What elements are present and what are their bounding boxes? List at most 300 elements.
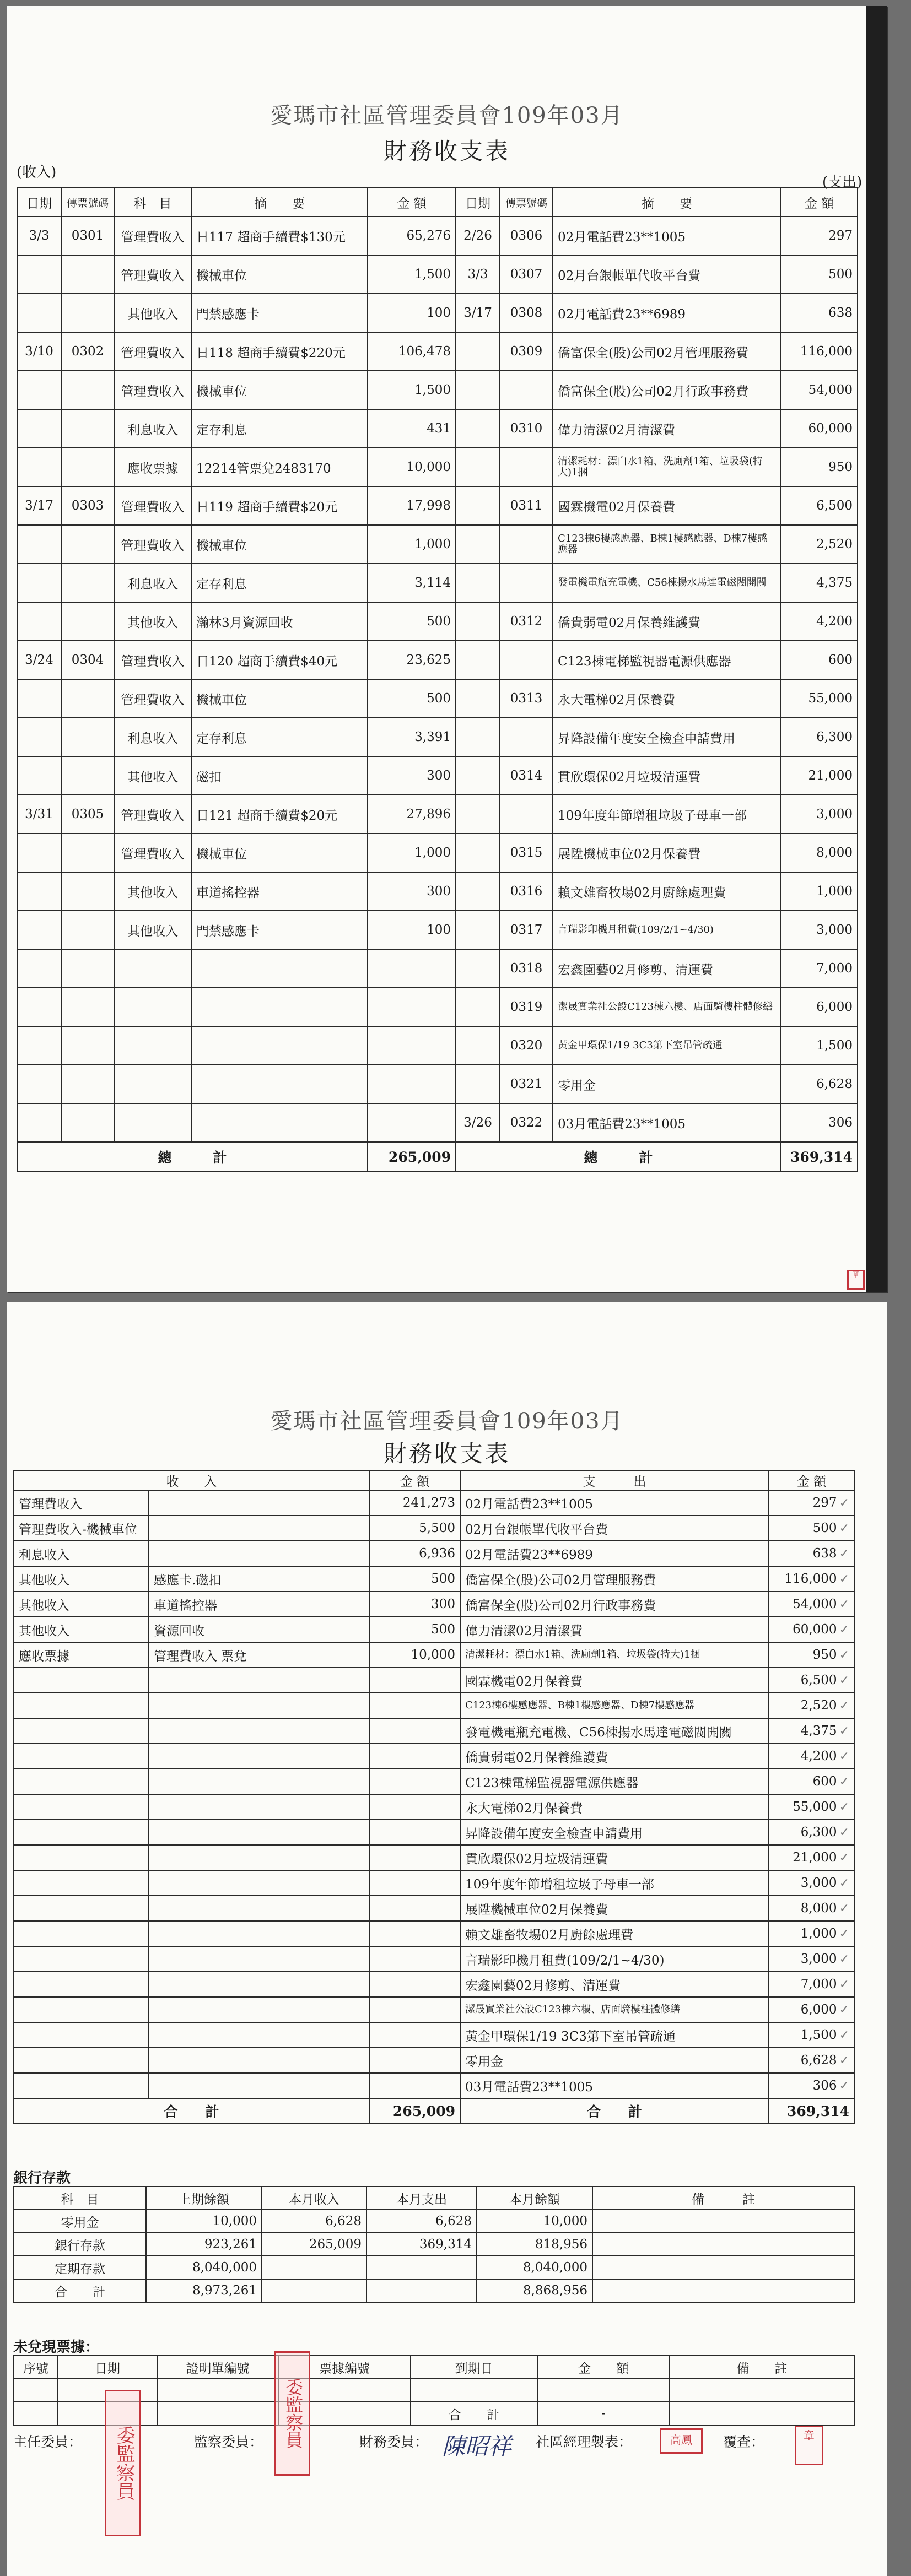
notes-total-value: - [537, 2402, 670, 2425]
expense-date [456, 641, 500, 679]
income-amount: 1,000 [368, 525, 456, 564]
col-account: 科 目 [114, 188, 191, 217]
summary-income-account [14, 1997, 149, 2022]
summary-row [14, 1997, 854, 2022]
expense-desc: 僑富保全(股)公司02月行政事務費 [553, 371, 781, 409]
expense-amount: 60,000 [781, 409, 858, 448]
summary-expense-amount [769, 1566, 854, 1592]
summary-income-detail [149, 1921, 369, 1946]
summary-row [14, 1617, 854, 1642]
summary-income-detail [149, 1820, 369, 1845]
ledger-row [17, 949, 858, 988]
income-account: 管理費收入 [114, 641, 191, 679]
supervisor-seal: 委監察員 [274, 2351, 310, 2476]
income-account: 利息收入 [114, 409, 191, 448]
income-amount: 500 [368, 679, 456, 718]
col-date: 日期 [17, 188, 61, 217]
col-amount: 金 額 [368, 188, 456, 217]
income-voucher: 0301 [61, 217, 114, 255]
expense-date [456, 371, 500, 409]
income-desc: 日117 超商手續費$130元 [191, 217, 368, 255]
income-amount: 3,391 [368, 718, 456, 756]
income-account: 管理費收入 [114, 525, 191, 564]
summary-expense-desc: 03月電話費23**1005 [460, 2073, 769, 2098]
expense-voucher: 0307 [500, 255, 553, 294]
expense-desc: 僑貴弱電02月保養維護費 [553, 602, 781, 641]
summary-income-detail [149, 1972, 369, 1997]
income-amount: 431 [368, 409, 456, 448]
check-mark: ✓ [839, 1775, 849, 1789]
expense-voucher: 0314 [500, 756, 553, 795]
notes-col-head: 到期日 [411, 2356, 537, 2379]
check-mark: ✓ [839, 2079, 849, 2093]
income-account [114, 1065, 191, 1103]
summary-income-account [14, 1718, 149, 1744]
summary-income-amount: 10,000 [369, 1642, 460, 1668]
income-desc: 瀚林3月資源回收 [191, 602, 368, 641]
income-amount: 17,998 [368, 486, 456, 525]
summary-expense-desc: C123棟6樓感應器、B棟1樓感應器、D棟7樓感應器 [460, 1693, 769, 1718]
expense-date [456, 525, 500, 564]
expense-voucher: 0321 [500, 1065, 553, 1103]
income-amount: 10,000 [368, 448, 456, 486]
income-voucher [61, 564, 114, 602]
summary-expense-value: 2,520 [800, 1698, 837, 1713]
notes-col-head: 備 註 [670, 2356, 854, 2379]
summary-income-amount [369, 1769, 460, 1794]
review-seal: 章 [795, 2426, 823, 2465]
summary-income-account [14, 1972, 149, 1997]
bank-header-row [14, 2187, 854, 2210]
check-mark: ✓ [839, 1826, 849, 1839]
summary-income-detail [149, 2073, 369, 2098]
expense-amount: 3,000 [781, 795, 858, 834]
col-voucher: 傳票號碼 [61, 188, 114, 217]
income-voucher [61, 949, 114, 988]
expense-date [456, 679, 500, 718]
expense-amount: 638 [781, 294, 858, 332]
expense-date: 3/3 [456, 255, 500, 294]
summary-income-detail [149, 1718, 369, 1744]
doc-title-2: 財務收支表 [383, 1440, 510, 1467]
summary-income-amount [369, 1972, 460, 1997]
bank-value: 6,628 [366, 2210, 477, 2233]
chair-seal: 委監察員 [105, 2390, 141, 2536]
summary-expense-total-label: 合 計 [460, 2098, 769, 2124]
income-voucher [61, 718, 114, 756]
income-amount: 65,276 [368, 217, 456, 255]
col-desc: 摘 要 [191, 188, 368, 217]
expense-date: 3/17 [456, 294, 500, 332]
check-mark: ✓ [839, 2028, 849, 2042]
summary-expense-value: 638 [812, 1546, 837, 1561]
expense-voucher: 0319 [500, 988, 553, 1026]
bank-value [592, 2233, 854, 2256]
chair-label: 主任委員： [13, 2434, 83, 2450]
expense-desc: C123棟電梯監視器電源供應器 [553, 641, 781, 679]
summary-expense-desc: 言瑞影印機月租費(109/2/1~4/30) [460, 1946, 769, 1972]
expense-date [456, 409, 500, 448]
summary-expense-amount [769, 1946, 854, 1972]
summary-row [14, 1490, 854, 1516]
summary-income-detail [149, 1997, 369, 2022]
summary-expense-value: 54,000 [793, 1597, 837, 1611]
bank-table [13, 2186, 855, 2303]
summary-income-account [14, 1693, 149, 1718]
summary-row [14, 1516, 854, 1541]
income-account: 管理費收入 [114, 255, 191, 294]
summary-income-amount: 241,273 [369, 1490, 460, 1516]
expense-voucher: 0318 [500, 949, 553, 988]
summary-income-amount [369, 1820, 460, 1845]
income-desc: 定存利息 [191, 564, 368, 602]
income-date [17, 988, 61, 1026]
income-amount: 23,625 [368, 641, 456, 679]
ledger-row [17, 602, 858, 641]
summary-expense-desc: 貫欣環保02月垃圾清運費 [460, 1845, 769, 1870]
summary-income-amount [369, 1794, 460, 1820]
income-desc: 日119 超商手續費$20元 [191, 486, 368, 525]
summary-income-detail [149, 1541, 369, 1566]
income-date [17, 718, 61, 756]
expense-total: 369,314 [781, 1142, 858, 1172]
ledger-row [17, 564, 858, 602]
check-mark: ✓ [839, 1902, 849, 1915]
income-voucher: 0303 [61, 486, 114, 525]
income-date: 3/10 [17, 332, 61, 371]
bank-value: 8,868,956 [477, 2279, 592, 2302]
summary-row [14, 1718, 854, 1744]
check-mark: ✓ [839, 1547, 849, 1561]
summary-expense-desc: 發電機電瓶充電機、C56棟揚水馬達電磁閥開關 [460, 1718, 769, 1744]
summary-expense-value: 306 [812, 2079, 837, 2093]
ledger-row [17, 641, 858, 679]
summary-row [14, 1769, 854, 1794]
summary-income-account: 其他收入 [14, 1617, 149, 1642]
income-account: 管理費收入 [114, 332, 191, 371]
summary-income-total-label: 合 計 [14, 2098, 369, 2124]
income-desc: 門禁感應卡 [191, 911, 368, 949]
col-date-exp: 日期 [456, 188, 500, 217]
ledger-row [17, 756, 858, 795]
summary-income-account [14, 1921, 149, 1946]
col-amount-exp: 金 額 [781, 188, 858, 217]
check-mark: ✓ [839, 1522, 849, 1535]
expense-amount: 116,000 [781, 332, 858, 371]
income-amount: 3,114 [368, 564, 456, 602]
summary-income-account [14, 2073, 149, 2098]
summary-row [14, 1668, 854, 1693]
summary-expense-amount [769, 1921, 854, 1946]
summary-expense-value: 6,000 [800, 2003, 837, 2017]
summary-income-detail: 感應卡.磁扣 [149, 1566, 369, 1592]
bank-col-head: 備 註 [592, 2187, 854, 2210]
summary-expense-amount [769, 1769, 854, 1794]
summary-income-account [14, 2048, 149, 2073]
bank-col-head: 本月收入 [262, 2187, 366, 2210]
income-date [17, 834, 61, 872]
summary-income-amount [369, 1718, 460, 1744]
summary-expense-amount [769, 1744, 854, 1769]
income-desc: 車道搖控器 [191, 872, 368, 911]
income-desc: 日121 超商手續費$20元 [191, 795, 368, 834]
ledger-row [17, 525, 858, 564]
bank-account: 銀行存款 [14, 2233, 146, 2256]
summary-income-amount: 500 [369, 1566, 460, 1592]
income-account: 利息收入 [114, 564, 191, 602]
income-account [114, 1103, 191, 1142]
income-account: 利息收入 [114, 718, 191, 756]
summary-expense-amount [769, 1516, 854, 1541]
income-account: 管理費收入 [114, 834, 191, 872]
summary-income-account [14, 1896, 149, 1921]
notes-col-head: 序號 [14, 2356, 58, 2379]
income-voucher: 0302 [61, 332, 114, 371]
expense-amount: 306 [781, 1103, 858, 1142]
income-label: (收入) [17, 164, 57, 181]
summary-expense-amount [769, 1845, 854, 1870]
corner-stamp: 章 [847, 1270, 865, 1290]
org-title: 愛瑪市社區管理委員會109年03月 [270, 103, 624, 128]
summary-income-amount: 5,500 [369, 1516, 460, 1541]
summary-expense-desc: 永大電梯02月保養費 [460, 1794, 769, 1820]
summary-income-account [14, 1870, 149, 1896]
summary-row [14, 1642, 854, 1668]
ledger-row [17, 795, 858, 834]
expense-amount: 2,520 [781, 525, 858, 564]
expense-desc: 黃金甲環保1/19 3C3第下室吊管疏通 [553, 1026, 781, 1065]
expense-amount: 4,375 [781, 564, 858, 602]
bank-row [14, 2256, 854, 2279]
summary-income-detail [149, 1794, 369, 1820]
bank-title: 銀行存款 [13, 2170, 71, 2187]
summary-expense-amount [769, 1870, 854, 1896]
ledger-row [17, 1103, 858, 1142]
supervisor-label: 監察委員： [194, 2434, 263, 2450]
summary-expense-amount [769, 1896, 854, 1921]
income-desc: 日120 超商手續費$40元 [191, 641, 368, 679]
expense-amount: 55,000 [781, 679, 858, 718]
income-amount: 1,500 [368, 255, 456, 294]
bank-value [262, 2256, 366, 2279]
income-desc [191, 1026, 368, 1065]
check-mark: ✓ [839, 1648, 849, 1662]
income-voucher [61, 371, 114, 409]
summary-expense-value: 21,000 [793, 1850, 837, 1865]
check-mark: ✓ [839, 1699, 849, 1713]
income-total: 265,009 [368, 1142, 456, 1172]
expense-amount: 6,500 [781, 486, 858, 525]
ledger-row [17, 834, 858, 872]
summary-row [14, 2048, 854, 2073]
ledger-page-1 [7, 6, 887, 1292]
expense-date [456, 564, 500, 602]
summary-expense-desc: 展陞機械車位02月保養費 [460, 1896, 769, 1921]
summary-expense-value: 6,500 [800, 1673, 837, 1687]
income-date: 3/24 [17, 641, 61, 679]
summary-expense-amount [769, 1490, 854, 1516]
expense-desc: 偉力清潔02月清潔費 [553, 409, 781, 448]
income-date [17, 679, 61, 718]
expense-date [456, 602, 500, 641]
expense-voucher: 0320 [500, 1026, 553, 1065]
summary-income-detail [149, 2022, 369, 2048]
summary-row [14, 2073, 854, 2098]
check-mark: ✓ [839, 1800, 849, 1814]
expense-total-label: 總 計 [456, 1142, 781, 1172]
ledger-row [17, 1026, 858, 1065]
income-desc: 磁扣 [191, 756, 368, 795]
expense-voucher [500, 718, 553, 756]
ledger-table [17, 187, 858, 1172]
income-date: 3/17 [17, 486, 61, 525]
check-mark: ✓ [839, 1674, 849, 1687]
income-date [17, 1026, 61, 1065]
summary-income-detail [149, 1744, 369, 1769]
expense-amount: 54,000 [781, 371, 858, 409]
expense-voucher: 0313 [500, 679, 553, 718]
income-date [17, 294, 61, 332]
expense-voucher: 0322 [500, 1103, 553, 1142]
expense-date [456, 756, 500, 795]
summary-expense-amount [769, 2073, 854, 2098]
bank-col-head: 科 目 [14, 2187, 146, 2210]
summary-income-detail [149, 1870, 369, 1896]
expense-date [456, 718, 500, 756]
expense-desc: 昇降設備年度安全檢查申請費用 [553, 718, 781, 756]
expense-desc: 貫欣環保02月垃圾清運費 [553, 756, 781, 795]
summary-income-amount [369, 2022, 460, 2048]
income-date: 3/3 [17, 217, 61, 255]
income-account: 管理費收入 [114, 679, 191, 718]
bank-value: 10,000 [477, 2210, 592, 2233]
summary-expense-amount [769, 1541, 854, 1566]
summary-expense-desc: 清潔耗材：漂白水1箱、洗廁劑1箱、垃圾袋(特大)1捆 [460, 1642, 769, 1668]
summary-row [14, 1845, 854, 1870]
bank-value: 818,956 [477, 2233, 592, 2256]
bank-account: 定期存款 [14, 2256, 146, 2279]
expense-desc: 清潔耗材：漂白水1箱、洗廁劑1箱、垃圾袋(特大)1捆 [553, 448, 781, 486]
income-desc: 機械車位 [191, 834, 368, 872]
summary-expense-value: 55,000 [793, 1800, 837, 1814]
income-desc [191, 1065, 368, 1103]
expense-desc: 02月台銀帳單代收平台費 [553, 255, 781, 294]
income-voucher [61, 255, 114, 294]
summary-expense-value: 1,000 [800, 1926, 837, 1941]
summary-expense-value: 60,000 [793, 1622, 837, 1637]
expense-amount: 6,300 [781, 718, 858, 756]
summary-income-account [14, 1794, 149, 1820]
expense-date: 2/26 [456, 217, 500, 255]
income-desc: 定存利息 [191, 409, 368, 448]
expense-date [456, 988, 500, 1026]
summary-amount-head-2: 金 額 [769, 1470, 854, 1490]
summary-expense-desc: 賴文雄畜牧場02月廚餘處理費 [460, 1921, 769, 1946]
summary-row [14, 1592, 854, 1617]
expense-desc: 賴文雄畜牧場02月廚餘處理費 [553, 872, 781, 911]
ledger-row [17, 718, 858, 756]
income-account: 管理費收入 [114, 795, 191, 834]
income-voucher [61, 294, 114, 332]
bank-col-head: 上期餘額 [146, 2187, 262, 2210]
summary-expense-desc: 零用金 [460, 2048, 769, 2073]
income-amount [368, 949, 456, 988]
review-label: 覆查： [723, 2434, 765, 2450]
summary-expense-desc: 偉力清潔02月清潔費 [460, 1617, 769, 1642]
income-amount: 27,896 [368, 795, 456, 834]
ledger-row [17, 872, 858, 911]
notes-header-row [14, 2356, 854, 2379]
summary-income-amount [369, 1668, 460, 1693]
income-account: 應收票據 [114, 448, 191, 486]
expense-amount: 950 [781, 448, 858, 486]
expense-desc: 僑富保全(股)公司02月管理服務費 [553, 332, 781, 371]
expense-amount: 500 [781, 255, 858, 294]
income-account: 管理費收入 [114, 486, 191, 525]
expense-voucher [500, 448, 553, 486]
expense-voucher [500, 641, 553, 679]
expense-date: 3/26 [456, 1103, 500, 1142]
expense-desc: 02月電話費23**1005 [553, 217, 781, 255]
summary-expense-desc: 潔晟實業社公設C123棟六樓、店面騎樓柱體修繕 [460, 1997, 769, 2022]
summary-income-account [14, 1769, 149, 1794]
notes-col-head: 證明單編號 [157, 2356, 278, 2379]
summary-expense-desc: 109年度年節增租垃圾子母車一部 [460, 1870, 769, 1896]
summary-expense-desc: 02月台銀帳單代收平台費 [460, 1516, 769, 1541]
bank-account: 零用金 [14, 2210, 146, 2233]
expense-desc: C123棟6樓感應器、B棟1樓感應器、D棟7樓感應器 [553, 525, 781, 564]
notes-col-head: 金 額 [537, 2356, 670, 2379]
summary-income-detail [149, 1769, 369, 1794]
summary-income-detail [149, 2048, 369, 2073]
summary-expense-desc: 02月電話費23**6989 [460, 1541, 769, 1566]
income-amount: 500 [368, 602, 456, 641]
expense-label: (支出) [822, 174, 863, 191]
summary-expense-desc: 僑富保全(股)公司02月行政事務費 [460, 1592, 769, 1617]
summary-income-account: 利息收入 [14, 1541, 149, 1566]
bank-row [14, 2210, 854, 2233]
income-voucher [61, 1065, 114, 1103]
check-mark: ✓ [839, 1724, 849, 1738]
summary-income-total: 265,009 [369, 2098, 460, 2124]
bank-value [592, 2210, 854, 2233]
income-desc: 機械車位 [191, 525, 368, 564]
expense-voucher: 0310 [500, 409, 553, 448]
summary-income-detail [149, 1693, 369, 1718]
expense-date [456, 1065, 500, 1103]
income-voucher [61, 834, 114, 872]
income-date [17, 255, 61, 294]
income-date [17, 949, 61, 988]
summary-expense-desc: 僑富保全(股)公司02月管理服務費 [460, 1566, 769, 1592]
summary-expense-value: 1,500 [800, 2028, 837, 2042]
check-mark: ✓ [839, 1876, 849, 1890]
income-date [17, 448, 61, 486]
expense-voucher: 0316 [500, 872, 553, 911]
bank-col-head: 本月支出 [366, 2187, 477, 2210]
expense-desc: 發電機電瓶充電機、C56棟揚水馬達電磁閥開關 [553, 564, 781, 602]
income-voucher [61, 1026, 114, 1065]
income-date [17, 602, 61, 641]
summary-row [14, 1566, 854, 1592]
summary-row [14, 1693, 854, 1718]
bank-value: 6,628 [262, 2210, 366, 2233]
summary-expense-value: 3,000 [800, 1952, 837, 1966]
income-desc [191, 988, 368, 1026]
summary-expense-total: 369,314 [769, 2098, 854, 2124]
expense-date [456, 872, 500, 911]
income-account: 其他收入 [114, 756, 191, 795]
